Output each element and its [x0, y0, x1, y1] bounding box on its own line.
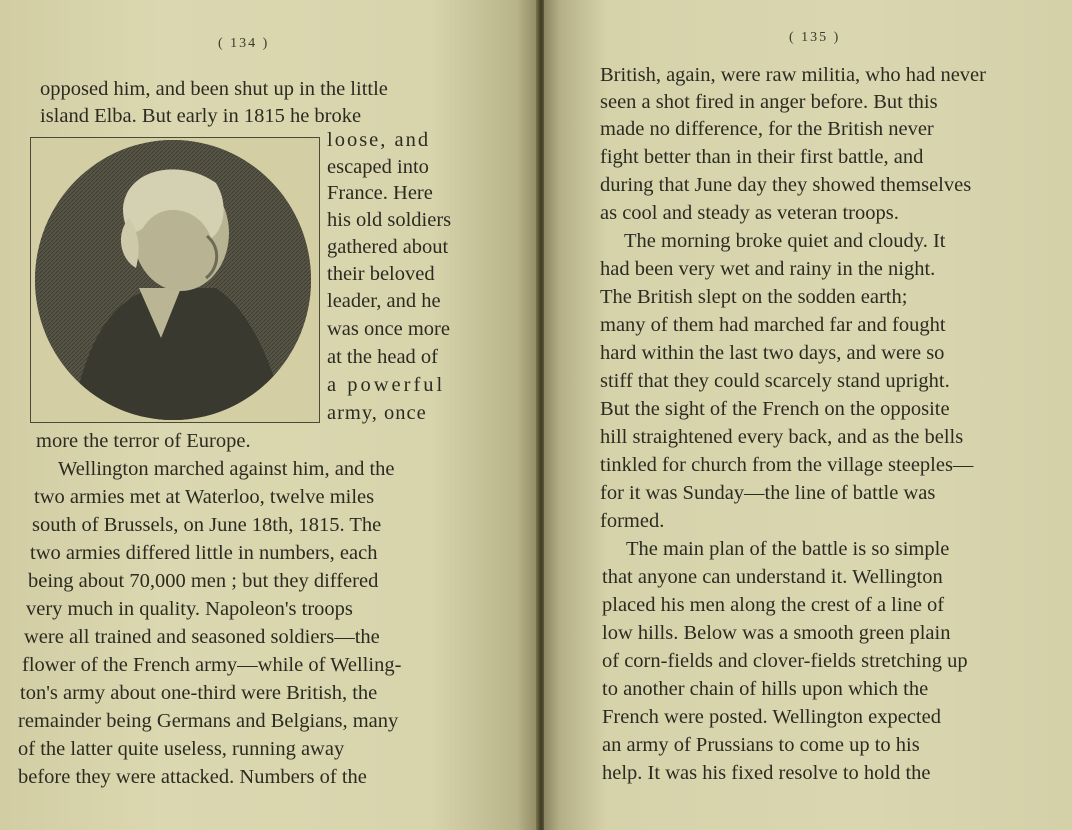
text-line: Wellington marched against him, and the	[58, 458, 395, 480]
text-line: The main plan of the battle is so simple	[626, 538, 950, 560]
text-line: island Elba. But early in 1815 he broke	[40, 105, 362, 127]
text-line: placed his men along the crest of a line of	[602, 594, 945, 616]
text-line: more the terror of Europe.	[36, 430, 251, 452]
text-line: low hills. Below was a smooth green plain	[602, 622, 951, 644]
text-line: of corn-fields and clover-fields stretching up	[602, 650, 968, 672]
text-line: was once more	[327, 318, 450, 340]
wellington-portrait	[30, 137, 320, 423]
text-line: their beloved	[327, 263, 435, 285]
text-line: help. It was his fixed resolve to hold the	[602, 762, 931, 784]
text-line: had been very wet and rainy in the night.	[600, 258, 936, 280]
page-number-left: ( 134 )	[218, 36, 270, 51]
text-line: tinkled for church from the village steeples—	[600, 454, 974, 476]
text-line: flower of the French army—while of Welling-	[22, 654, 402, 676]
text-line: very much in quality. Napoleon's troops	[26, 598, 353, 620]
text-line: were all trained and seasoned soldiers—the	[24, 626, 380, 648]
text-line: remainder being Germans and Belgians, many	[18, 710, 399, 732]
text-line: being about 70,000 men ; but they differed	[28, 570, 379, 592]
text-line: a powerful	[327, 374, 446, 396]
portrait-illustration	[31, 138, 319, 422]
text-line: that anyone can understand it. Wellington	[602, 566, 943, 588]
text-line: of the latter quite useless, running away	[18, 738, 345, 760]
right-page	[544, 0, 1072, 830]
text-line: to another chain of hills upon which the	[602, 678, 929, 700]
text-line: gathered about	[327, 236, 449, 258]
text-line: hard within the last two days, and were so	[600, 342, 945, 364]
text-line: many of them had marched far and fought	[600, 314, 946, 336]
text-line: opposed him, and been shut up in the little	[40, 78, 388, 100]
text-line: French were posted. Wellington expected	[602, 706, 941, 728]
page-number-right: ( 135 )	[789, 30, 841, 45]
text-line: made no difference, for the British never	[600, 118, 934, 140]
text-line: seen a shot fired in anger before. But this	[600, 91, 938, 113]
text-line: leader, and he	[327, 290, 441, 312]
text-line: fight better than in their first battle, and	[600, 146, 924, 168]
text-line: as cool and steady as veteran troops.	[600, 202, 899, 224]
text-line: The morning broke quiet and cloudy. It	[624, 230, 946, 252]
text-line: The British slept on the sodden earth;	[600, 286, 908, 308]
text-line: two armies differed little in numbers, each	[30, 542, 378, 564]
text-line: during that June day they showed themselves	[600, 174, 972, 196]
text-line: ton's army about one-third were British, the	[20, 682, 378, 704]
text-line: his old soldiers	[327, 209, 452, 231]
text-line: France. Here	[327, 182, 433, 204]
text-line: at the head of	[327, 346, 438, 368]
text-line: army, once	[327, 402, 427, 424]
text-line: two armies met at Waterloo, twelve miles	[34, 486, 375, 508]
text-line: escaped into	[327, 156, 429, 178]
text-line: for it was Sunday—the line of battle was	[600, 482, 936, 504]
text-line: south of Brussels, on June 18th, 1815. The	[32, 514, 382, 536]
text-line: an army of Prussians to come up to his	[602, 734, 920, 756]
text-line: before they were attacked. Numbers of the	[18, 766, 367, 788]
text-line: hill straightened every back, and as the bells	[600, 426, 964, 448]
text-line: loose, and	[327, 129, 431, 151]
text-line: But the sight of the French on the opposite	[600, 398, 950, 420]
text-line: British, again, were raw militia, who had never	[600, 64, 986, 86]
text-line: formed.	[600, 510, 665, 532]
text-line: stiff that they could scarcely stand upright.	[600, 370, 950, 392]
